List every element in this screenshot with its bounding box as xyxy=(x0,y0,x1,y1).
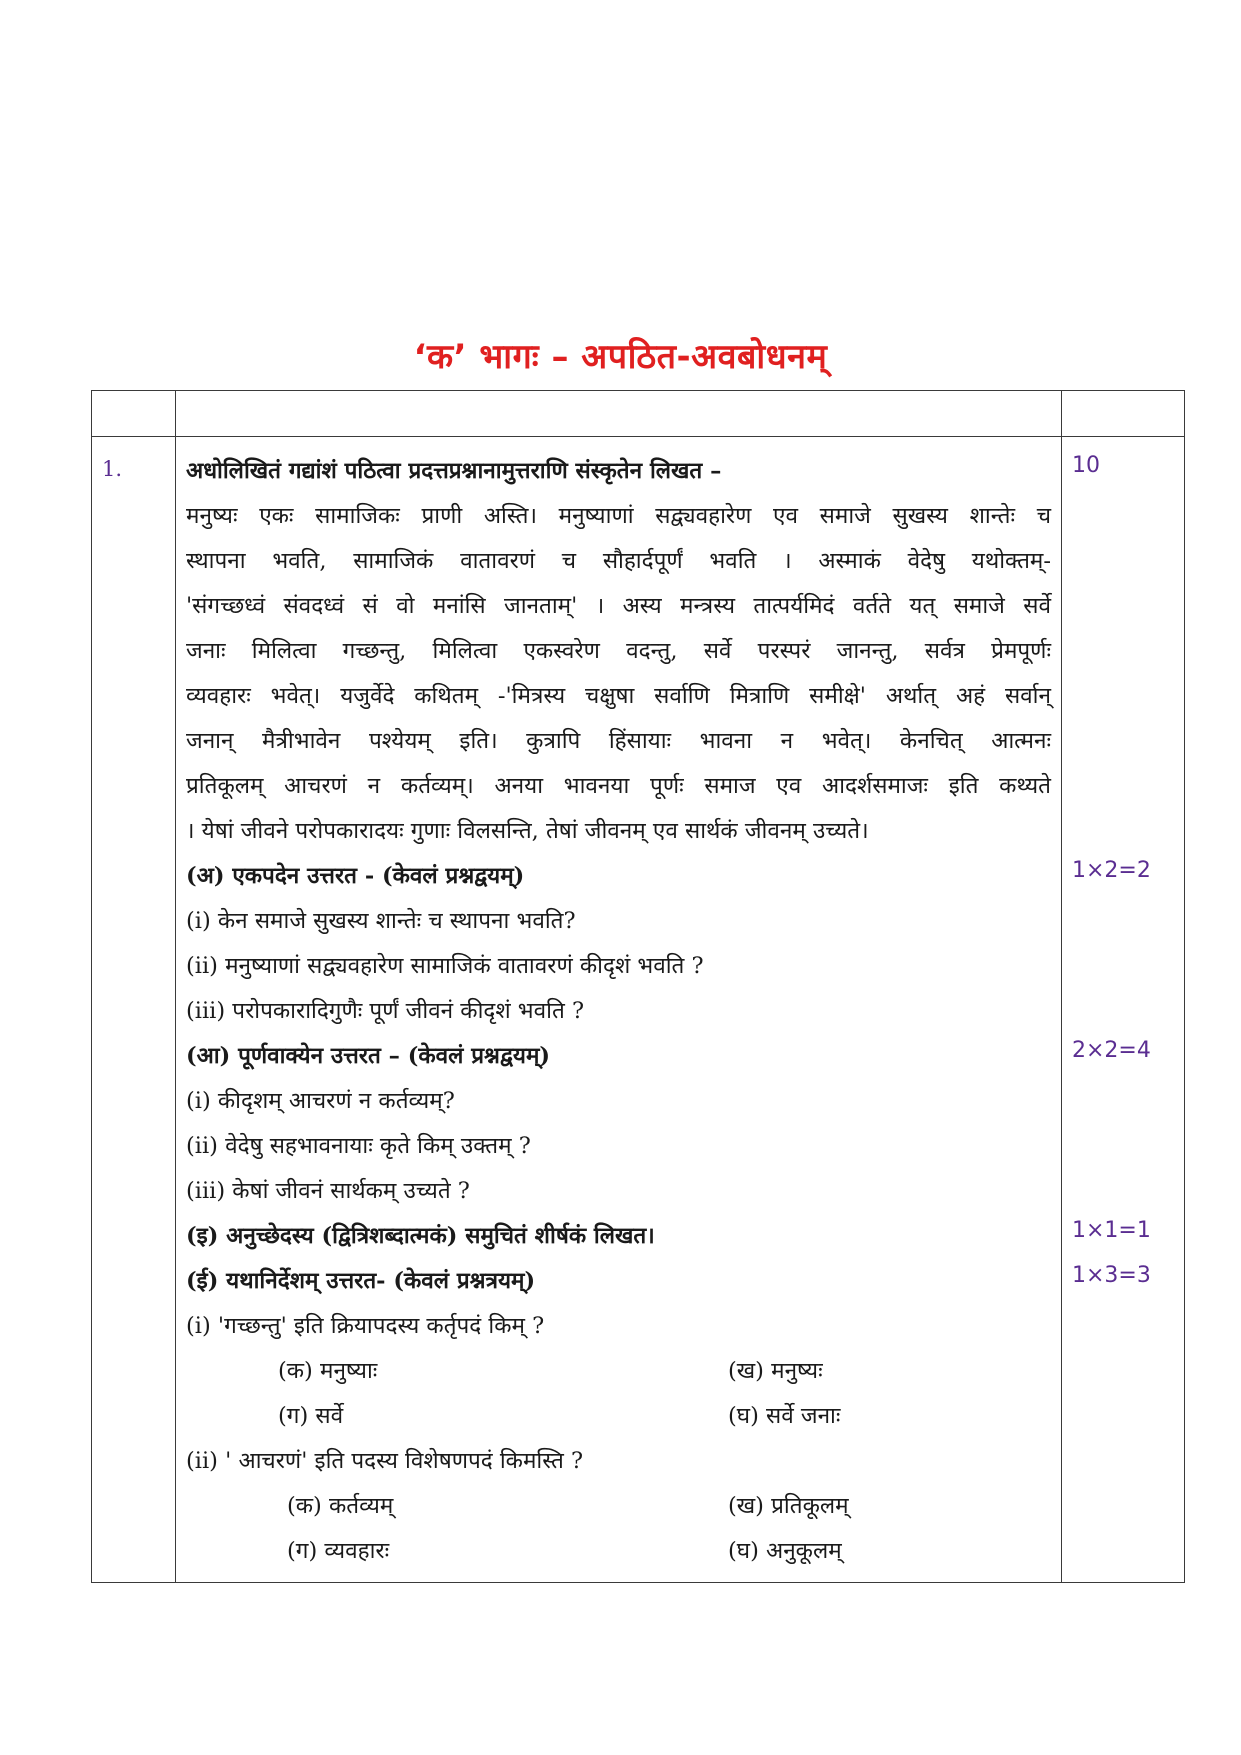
section-aa-item: (i) कीदृशम् आचरणं न कर्तव्यम्? xyxy=(186,1088,455,1114)
passage-line: व्यवहारः भवेत्। यजुर्वेदे कथितम् -'मित्रस्य चक्षुषा सर्वाणि मित्राणि समीक्षे' अर्थात् अहं सर्वान् xyxy=(186,683,1051,709)
section-ii-marks: 1×3=3 xyxy=(1072,1263,1151,1288)
option: (ग) व्यवहारः xyxy=(287,1538,390,1564)
option-row xyxy=(186,1484,1051,1529)
header-cell-number xyxy=(92,391,176,437)
section-a-item: (i) केन समाजे सुखस्य शान्तेः च स्थापना भवति? xyxy=(186,908,576,934)
passage-line: प्रतिकूलम् आचरणं न कर्तव्यम्। अनया भावनया पूर्णः समाज एव आदर्शसमाजः इति कथ्यते xyxy=(186,773,1051,799)
passage-line: 'संगच्छध्वं संवदध्वं सं वो मनांसि जानताम्' । अस्य मन्त्रस्य तात्पर्यमिदं वर्तते यत् समाजे सर्वे xyxy=(186,593,1051,619)
section-aa-item: (ii) वेदेषु सहभावनायाः कृते किम् उक्तम् ? xyxy=(186,1133,531,1159)
option-row xyxy=(186,1394,1051,1439)
header-cell-marks xyxy=(1062,391,1185,437)
section-aa-marks: 2×2=4 xyxy=(1072,1038,1151,1063)
section-title: ‘क’ भागः – अपठित-अवबोधनम् xyxy=(413,337,828,377)
question-instruction: अधोलिखितं गद्यांशं पठित्वा प्रदत्तप्रश्नानामुत्तराणि संस्कृतेन लिखत – xyxy=(186,458,722,484)
total-marks: 10 xyxy=(1072,453,1100,478)
section-aa-heading: (आ) पूर्णवाक्येन उत्तरत – (केवलं प्रश्नद्वयम्) xyxy=(186,1043,551,1069)
header-cell-question xyxy=(176,391,1062,437)
option: (घ) सर्वे जनाः xyxy=(728,1403,841,1429)
section-a-item: (iii) परोपकारादिगुणैः पूर्णं जीवनं कीदृशं भवति ? xyxy=(186,998,585,1024)
question-number: 1. xyxy=(92,437,176,1583)
table-header-row xyxy=(92,391,1185,437)
section-a-marks: 1×2=2 xyxy=(1072,858,1151,883)
section-i-marks: 1×1=1 xyxy=(1072,1218,1151,1243)
passage-line: जनान् मैत्रीभावेन पश्येयम् इति। कुत्रापि हिंसायाः भावना न भवेत्। केनचित् आत्मनः xyxy=(186,728,1051,754)
section-a-heading: (अ) एकपदेन उत्तरत - (केवलं प्रश्नद्वयम्) xyxy=(186,863,525,889)
option: (ख) प्रतिकूलम् xyxy=(728,1493,849,1519)
question-table xyxy=(91,390,1185,1583)
option: (ख) मनुष्यः xyxy=(728,1358,823,1384)
section-ii-q1: (i) 'गच्छन्तु' इति क्रियापदस्य कर्तृपदं किम् ? xyxy=(186,1313,545,1339)
option-row xyxy=(186,1529,1051,1574)
section-aa-item: (iii) केषां जीवनं सार्थकम् उच्यते ? xyxy=(186,1178,470,1204)
option: (क) मनुष्याः xyxy=(278,1358,378,1384)
passage-line: । येषां जीवने परोपकारादयः गुणाः विलसन्ति, तेषां जीवनम् एव सार्थकं जीवनम् उच्यते। xyxy=(186,818,869,844)
question-row xyxy=(92,437,1185,1583)
section-a-item: (ii) मनुष्याणां सद्व्यवहारेण सामाजिकं वातावरणं कीदृशं भवति ? xyxy=(186,953,704,979)
section-ii-q2: (ii) ' आचरणं' इति पदस्य विशेषणपदं किमस्ति ? xyxy=(186,1448,584,1474)
option-row xyxy=(186,1349,1051,1394)
passage-line: मनुष्यः एकः सामाजिकः प्राणी अस्ति। मनुष्याणां सद्व्यवहारेण एव समाजे सुखस्य शान्तेः च xyxy=(186,503,1051,529)
option: (ग) सर्वे xyxy=(278,1403,344,1429)
section-i-heading: (इ) अनुच्छेदस्य (द्वित्रिशब्दात्मकं) समुचितं शीर्षकं लिखत। xyxy=(186,1223,655,1249)
marks-column xyxy=(1062,437,1185,1583)
option: (घ) अनुकूलम् xyxy=(728,1538,842,1564)
passage-line: जनाः मिलित्वा गच्छन्तु, मिलित्वा एकस्वरेण वदन्तु, सर्वे परस्परं जानन्तु, सर्वत्र प्रेमपूर्णः xyxy=(186,638,1051,664)
option: (क) कर्तव्यम् xyxy=(287,1493,394,1519)
passage-line: स्थापना भवति, सामाजिकं वातावरणं च सौहार्दपूर्णं भवति । अस्माकं वेदेषु यथोक्तम्- xyxy=(186,548,1051,574)
question-content xyxy=(176,437,1062,1583)
section-ii-heading: (ई) यथानिर्देशम् उत्तरत- (केवलं प्रश्नत्रयम्) xyxy=(186,1268,536,1294)
